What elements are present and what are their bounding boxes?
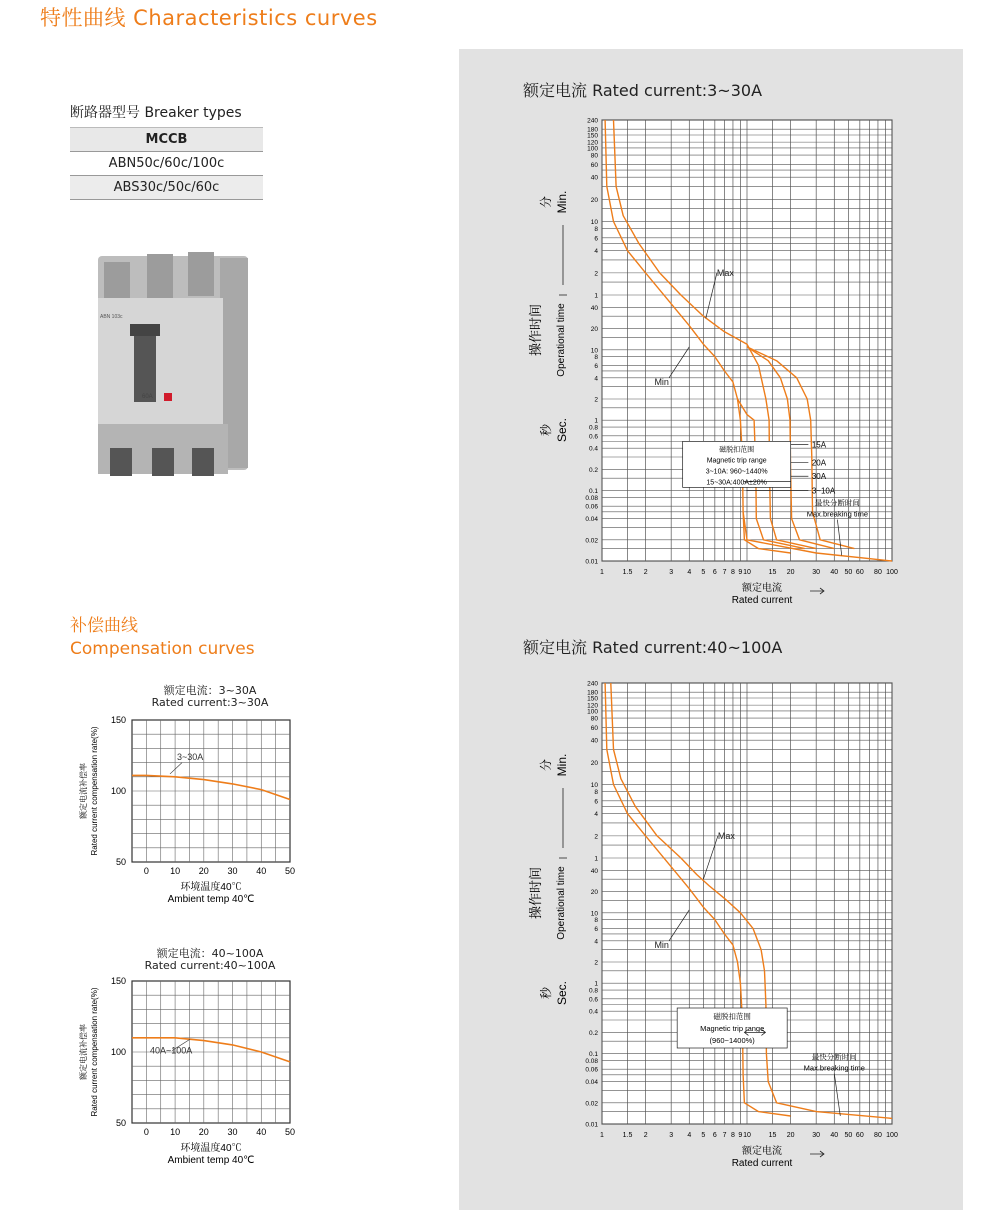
tc-y-tick: 0.8	[588, 987, 598, 995]
tc-x-tick: 30	[812, 1132, 821, 1139]
characteristic-chart-2	[520, 673, 920, 1173]
tc-y-tick: 6	[594, 798, 598, 806]
chart2-title: 额定电流 Rated current:40~100A	[523, 638, 783, 657]
tc-y-tick: 40	[590, 174, 598, 182]
comp-x-tick: 0	[143, 1127, 149, 1137]
tc-x-tick: 10	[743, 569, 751, 576]
comp-xlabel-en: Ambient temp 40℃	[167, 1155, 255, 1166]
tc-y-tick: 80	[590, 152, 598, 160]
comp1-title-cn: 额定电流：3~30A	[163, 684, 257, 697]
tc-x-tick: 6	[712, 1132, 717, 1139]
tc-x-tick: 5	[701, 569, 706, 576]
tc-range-text: 磁脱扣范围	[719, 446, 755, 454]
tc-y-tick: 150	[587, 132, 598, 140]
tc-y-tick: 1	[594, 417, 598, 425]
tc-y-tick: 1	[594, 292, 598, 300]
tc-y-tick: 60	[590, 161, 598, 169]
comp-y-tick: 50	[115, 1118, 126, 1128]
chart1-title: 额定电流 Rated current:3~30A	[523, 81, 763, 100]
tc-x-tick: 1.5	[622, 1132, 633, 1139]
tc-y-tick: 0.2	[588, 466, 598, 474]
tc-x-tick: 20	[786, 1132, 795, 1139]
tc-x-tick: 100	[886, 569, 898, 576]
breaker-table-row: ABN50c/60c/100c	[70, 152, 263, 176]
tc-range-text: (960~1400%)	[709, 1036, 755, 1046]
tc-y-tick: 0.2	[588, 1029, 598, 1037]
comp-x-tick: 40	[256, 1127, 267, 1137]
tc-y-tick: 20	[590, 759, 598, 767]
tc-y-tick: 1	[594, 855, 598, 863]
comp-x-tick: 0	[143, 866, 149, 876]
tc-y-tick: 2	[594, 396, 598, 404]
tc-x-tick: 1	[600, 1132, 604, 1139]
tc-xaxis-arrow	[810, 588, 824, 594]
comp-x-tick: 30	[227, 1127, 238, 1137]
characteristic-chart-1	[520, 110, 920, 610]
tc-y-tick: 10	[590, 910, 598, 918]
tc-x-tick: 2	[643, 1132, 648, 1139]
comp-y-tick: 100	[110, 786, 126, 796]
tc-y-tick: 120	[587, 702, 598, 710]
compensation-title-cn: 补偿曲线	[70, 616, 138, 636]
tc-ylabel-en: Operational time	[556, 866, 567, 940]
comp-x-tick: 50	[284, 866, 296, 876]
tc-y-tick: 2	[594, 270, 598, 278]
tc-min-cn: 分	[539, 195, 553, 209]
tc-y-tick: 4	[594, 811, 598, 819]
comp-ylabel-cn: 额定电流补偿率	[79, 1024, 88, 1080]
breaker-table-header: MCCB	[70, 128, 263, 152]
comp-ylabel-en: Rated current compensation rate(%)	[90, 726, 99, 856]
tc-x-tick: 4	[687, 569, 692, 576]
tc-range-text: 3~10A: 960~1440%	[705, 468, 768, 476]
tc-y-tick: 8	[594, 354, 598, 362]
comp-x-tick: 20	[198, 866, 209, 876]
tc-sec-en: Sec.	[555, 980, 569, 1006]
tc-y-tick: 20	[590, 889, 598, 897]
tc-x-tick: 30	[812, 569, 821, 576]
breaker-product-image	[90, 248, 250, 488]
comp-ylabel-en: Rated current compensation rate(%)	[90, 987, 99, 1117]
tc-y-tick: 0.04	[585, 516, 598, 524]
tc-x-tick: 60	[855, 1132, 864, 1139]
tc-y-tick: 180	[587, 126, 598, 134]
tc-y-tick: 0.06	[585, 503, 598, 511]
tc-y-tick: 0.01	[585, 558, 598, 566]
tc-y-tick: 8	[594, 789, 598, 797]
compensation-title-en: Compensation curves	[70, 639, 255, 659]
page-title: 特性曲线 Characteristics curves	[40, 6, 378, 30]
tc-y-tick: 100	[587, 145, 598, 153]
tc-y-tick: 0.06	[585, 1066, 598, 1074]
tc-x-tick: 40	[830, 569, 839, 576]
tc-y-tick: 240	[587, 117, 598, 125]
breaker-types-table	[70, 127, 263, 200]
tc-x-tick: 3	[669, 1132, 674, 1139]
tc-y-tick: 240	[587, 680, 598, 688]
tc-maxbreak-en: Max.breaking time	[806, 509, 869, 519]
device-rating-label: 60A	[142, 394, 153, 400]
comp-series-label: 3~30A	[177, 751, 204, 762]
comp-xlabel-cn: 环境温度40℃	[180, 1143, 242, 1154]
tc-y-tick: 40	[590, 867, 598, 875]
tc-x-tick: 80	[874, 569, 882, 576]
tc-y-tick: 10	[590, 347, 598, 355]
tc-y-tick: 0.4	[588, 445, 598, 453]
device-model-label: ABN 103c	[100, 314, 123, 320]
tc-series-label: 15A	[811, 440, 827, 450]
tc-xaxis-arrow	[810, 1151, 824, 1157]
comp2-title-en: Rated current:40~100A	[144, 959, 276, 972]
tc-y-tick: 4	[594, 938, 598, 946]
tc-x-tick: 1.5	[622, 569, 633, 576]
tc-y-tick: 1	[594, 980, 598, 988]
tc-y-tick: 0.8	[588, 424, 598, 432]
tc-y-tick: 0.08	[585, 494, 598, 502]
tc-y-tick: 40	[590, 737, 598, 745]
tc-min-en: Min.	[555, 190, 569, 214]
comp-x-tick: 10	[170, 866, 181, 876]
tc-max-label: Max	[717, 830, 735, 841]
tc-y-tick: 4	[594, 375, 598, 383]
tc-y-tick: 0.04	[585, 1079, 598, 1087]
tc-y-tick: 0.4	[588, 1008, 598, 1016]
tc-x-tick: 5	[701, 1132, 706, 1139]
tc-xlabel-en: Rated current	[731, 595, 793, 606]
comp1-title-en: Rated current:3~30A	[151, 696, 269, 709]
comp-y-tick: 100	[110, 1047, 126, 1057]
tc-y-tick: 60	[590, 724, 598, 732]
tc-range-text: 磁脱扣范围	[713, 1012, 751, 1022]
tc-y-tick: 20	[590, 326, 598, 334]
tc-y-tick: 80	[590, 715, 598, 723]
tc-y-tick: 40	[590, 304, 598, 312]
tc-x-tick: 9	[738, 569, 743, 576]
tc-min-label: Min	[654, 376, 669, 387]
comp-x-tick: 10	[170, 1127, 181, 1137]
comp-series-label: 40A~100A	[150, 1045, 193, 1056]
tc-y-tick: 10	[590, 781, 598, 789]
compensation-chart-2	[70, 976, 320, 1176]
comp-ylabel-cn: 额定电流补偿率	[79, 763, 88, 819]
tc-ylabel-en: Operational time	[556, 303, 567, 377]
tc-x-tick: 60	[855, 569, 864, 576]
tc-y-tick: 20	[590, 196, 598, 204]
tc-y-tick: 2	[594, 833, 598, 841]
comp-xlabel-en: Ambient temp 40℃	[167, 894, 255, 905]
tc-xlabel-cn: 额定电流	[742, 583, 782, 594]
tc-x-tick: 2	[643, 569, 648, 576]
tc-min-label: Min	[654, 939, 669, 950]
tc-xlabel-cn: 额定电流	[742, 1146, 782, 1157]
breaker-table-row: ABS30c/50c/60c	[70, 176, 263, 200]
tc-sec-en: Sec.	[555, 417, 569, 443]
tc-maxbreak-en: Max.breaking time	[803, 1063, 865, 1073]
comp-y-tick: 150	[110, 976, 126, 986]
tc-series-label: 3~10A	[811, 486, 836, 496]
tc-x-tick: 8	[730, 569, 735, 576]
tc-y-tick: 0.1	[588, 1051, 598, 1059]
tc-y-tick: 4	[594, 248, 598, 256]
comp-y-tick: 150	[110, 715, 126, 725]
tc-range-text: Magnetic trip range	[700, 1024, 765, 1034]
tc-x-tick: 20	[786, 569, 795, 576]
tc-range-text: Magnetic trip range	[706, 457, 767, 465]
compensation-chart-1	[70, 715, 320, 915]
comp-x-tick: 50	[284, 1127, 296, 1137]
tc-x-tick: 3	[669, 569, 674, 576]
tc-min-cn: 分	[539, 758, 553, 772]
tc-max-label: Max	[716, 267, 734, 278]
tc-series-label: 20A	[811, 458, 827, 468]
tc-y-tick: 0.1	[588, 488, 598, 496]
tc-y-tick: 6	[594, 362, 598, 370]
tc-sec-cn: 秒	[539, 423, 553, 437]
tc-x-tick: 7	[722, 569, 727, 576]
comp-x-tick: 40	[256, 866, 267, 876]
comp-x-tick: 30	[227, 866, 238, 876]
tc-y-tick: 0.02	[585, 537, 598, 545]
tc-x-tick: 8	[730, 1132, 735, 1139]
tc-x-tick: 50	[844, 1132, 853, 1139]
comp-x-tick: 20	[198, 1127, 209, 1137]
tc-y-tick: 8	[594, 226, 598, 234]
tc-y-tick: 0.6	[588, 996, 598, 1004]
tc-y-tick: 0.6	[588, 433, 598, 441]
tc-y-tick: 6	[594, 925, 598, 933]
tc-range-text: 15~30A:400A±20%	[706, 479, 767, 487]
tc-x-tick: 10	[743, 1132, 751, 1139]
comp-y-tick: 50	[115, 857, 126, 867]
tc-min-en: Min.	[555, 753, 569, 777]
tc-x-tick: 100	[886, 1132, 898, 1139]
tc-y-tick: 120	[587, 139, 598, 147]
tc-x-tick: 6	[712, 569, 717, 576]
tc-maxbreak-cn: 最快分断时间	[814, 498, 860, 508]
tc-x-tick: 80	[874, 1132, 882, 1139]
tc-x-tick: 1	[600, 569, 604, 576]
tc-y-tick: 8	[594, 917, 598, 925]
comp2-title-cn: 额定电流：40~100A	[156, 947, 264, 960]
tc-y-tick: 150	[587, 695, 598, 703]
tc-x-tick: 7	[722, 1132, 727, 1139]
tc-x-tick: 4	[687, 1132, 692, 1139]
compensation-title	[70, 615, 255, 661]
tc-y-tick: 6	[594, 235, 598, 243]
tc-y-tick: 2	[594, 959, 598, 967]
tc-maxbreak-cn: 最快分断时间	[811, 1052, 857, 1062]
tc-y-tick: 10	[590, 218, 598, 226]
tc-x-tick: 15	[768, 1132, 777, 1139]
tc-y-tick: 100	[587, 708, 598, 716]
breaker-types-title: 断路器型号 Breaker types	[70, 105, 242, 121]
tc-y-tick: 180	[587, 689, 598, 697]
tc-series-label: 30A	[811, 472, 827, 482]
tc-y-tick: 0.08	[585, 1057, 598, 1065]
tc-x-tick: 9	[738, 1132, 743, 1139]
tc-x-tick: 40	[830, 1132, 839, 1139]
tc-y-tick: 0.01	[585, 1121, 598, 1129]
tc-y-tick: 0.02	[585, 1100, 598, 1108]
tc-x-tick: 50	[844, 569, 853, 576]
tc-x-tick: 15	[768, 569, 777, 576]
tc-ylabel-cn: 操作时间	[528, 866, 543, 920]
tc-xlabel-en: Rated current	[731, 1158, 793, 1169]
tc-sec-cn: 秒	[539, 986, 553, 1000]
tc-ylabel-cn: 操作时间	[528, 303, 543, 357]
comp-xlabel-cn: 环境温度40℃	[180, 882, 242, 893]
